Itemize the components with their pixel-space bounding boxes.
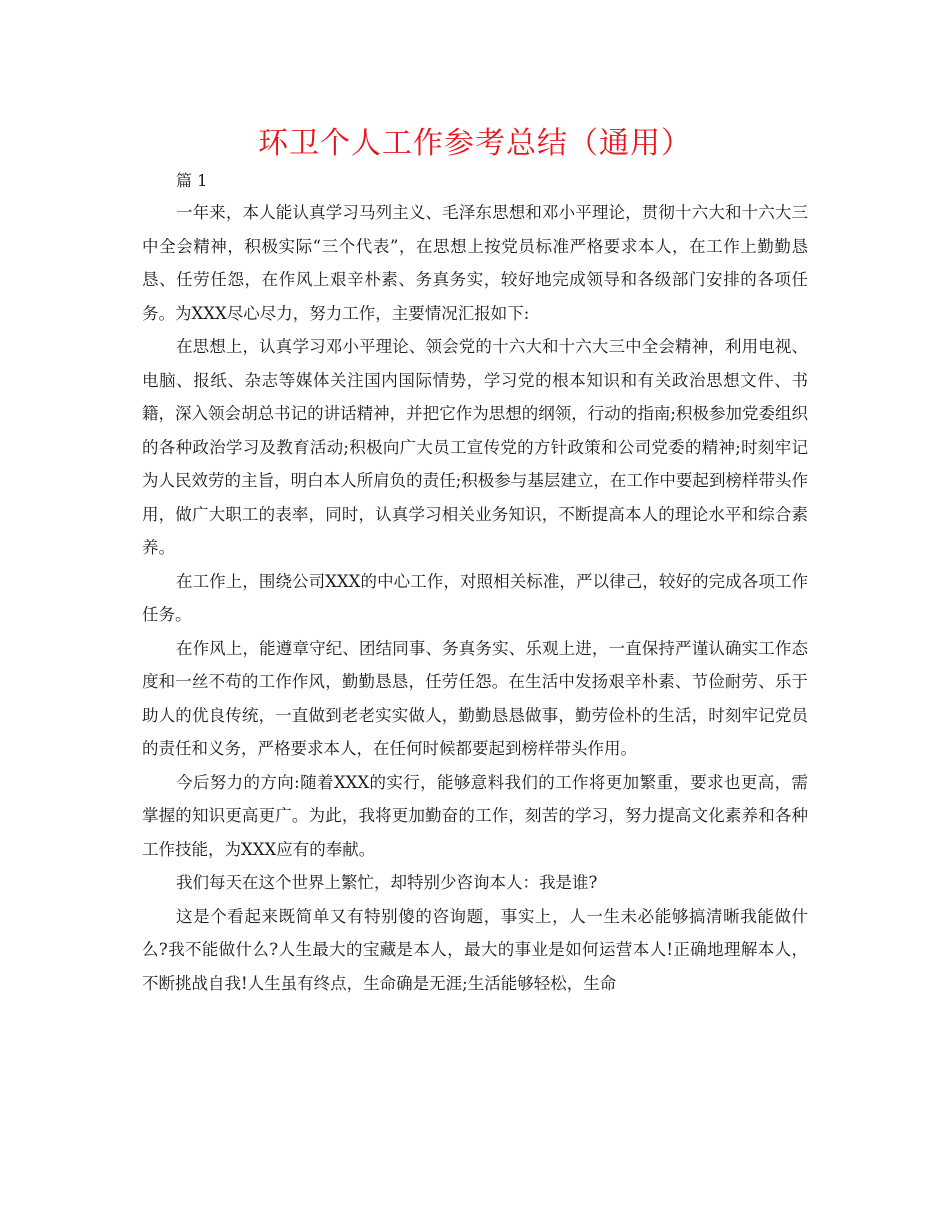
section-label: 篇 1 [176,171,208,190]
paragraph: 一年来，本人能认真学习马列主义、毛泽东思想和邓小平理论，贯彻十六大和十六大三中全会精神，积极实际“三个代表”，在思想上按党员标准严格要求本人，在工作上勤勤恳恳、任劳任怨，在作风上艰辛朴素、务真务实，较好地完成领导和各级部门安排的各项任务。为XXX尽心尽力，努力工作，主要情况汇报如下: [142,203,808,323]
paragraph: 在工作上，围绕公司XXX的中心工作，对照相关标准，严以律己，较好的完成各项工作任务。 [142,571,808,624]
paragraph: 在作风上，能遵章守纪、团结同事、务真务实、乐观上进，一直保持严谨认确实工作态度和一丝不苟的工作作风，勤勤恳恳，任劳任怨。在生活中发扬艰辛朴素、节俭耐劳、乐于助人的优良传统，一直做到老老实实做人，勤勤恳恳做事，勤劳俭朴的生活，时刻牢记党员的责任和义务，严格要求本人，在任何时候都要起到榜样带头作用。 [142,638,808,758]
document-body [142,196,808,1000]
document-title: 环卫个人工作参考总结（通用） [258,126,692,161]
paragraph: 我们每天在这个世界上繁忙，却特别少咨询本人：我是谁? [176,873,598,892]
paragraph: 这是个看起来既简单又有特别傻的咨询题，事实上，人一生未必能够搞清晰我能做什么?我不能做什么?人生最大的宝藏是本人，最大的事业是如何运营本人!正确地理解本人，不断挑战自我!人生虽有终点，生命确是无涯;生活能够轻松，生命 [142,906,808,993]
paragraph: 今后努力的方向:随着XXX的实行，能够意料我们的工作将更加繁重，要求也更高，需掌握的知识更高更广。为此，我将更加勤奋的工作，刻苦的学习，努力提高文化素养和各种工作技能，为XXX应有的奉献。 [142,772,808,859]
paragraph: 在思想上，认真学习邓小平理论、领会党的十六大和十六大三中全会精神，利用电视、电脑、报纸、杂志等媒体关注国内国际情势，学习党的根本知识和有关政治思想文件、书籍，深入领会胡总书记的讲话精神，并把它作为思想的纲领，行动的指南;积极参加党委组织的各种政治学习及教育活动;积极向广大员工宣传党的方针政策和公司党委的精神;时刻牢记为人民效劳的主旨，明白本人所肩负的责任;积极参与基层建立，在工作中要起到榜样带头作用，做广大职工的表率，同时，认真学习相关业务知识，不断提高本人的理论水平和综合素养。 [142,337,808,557]
